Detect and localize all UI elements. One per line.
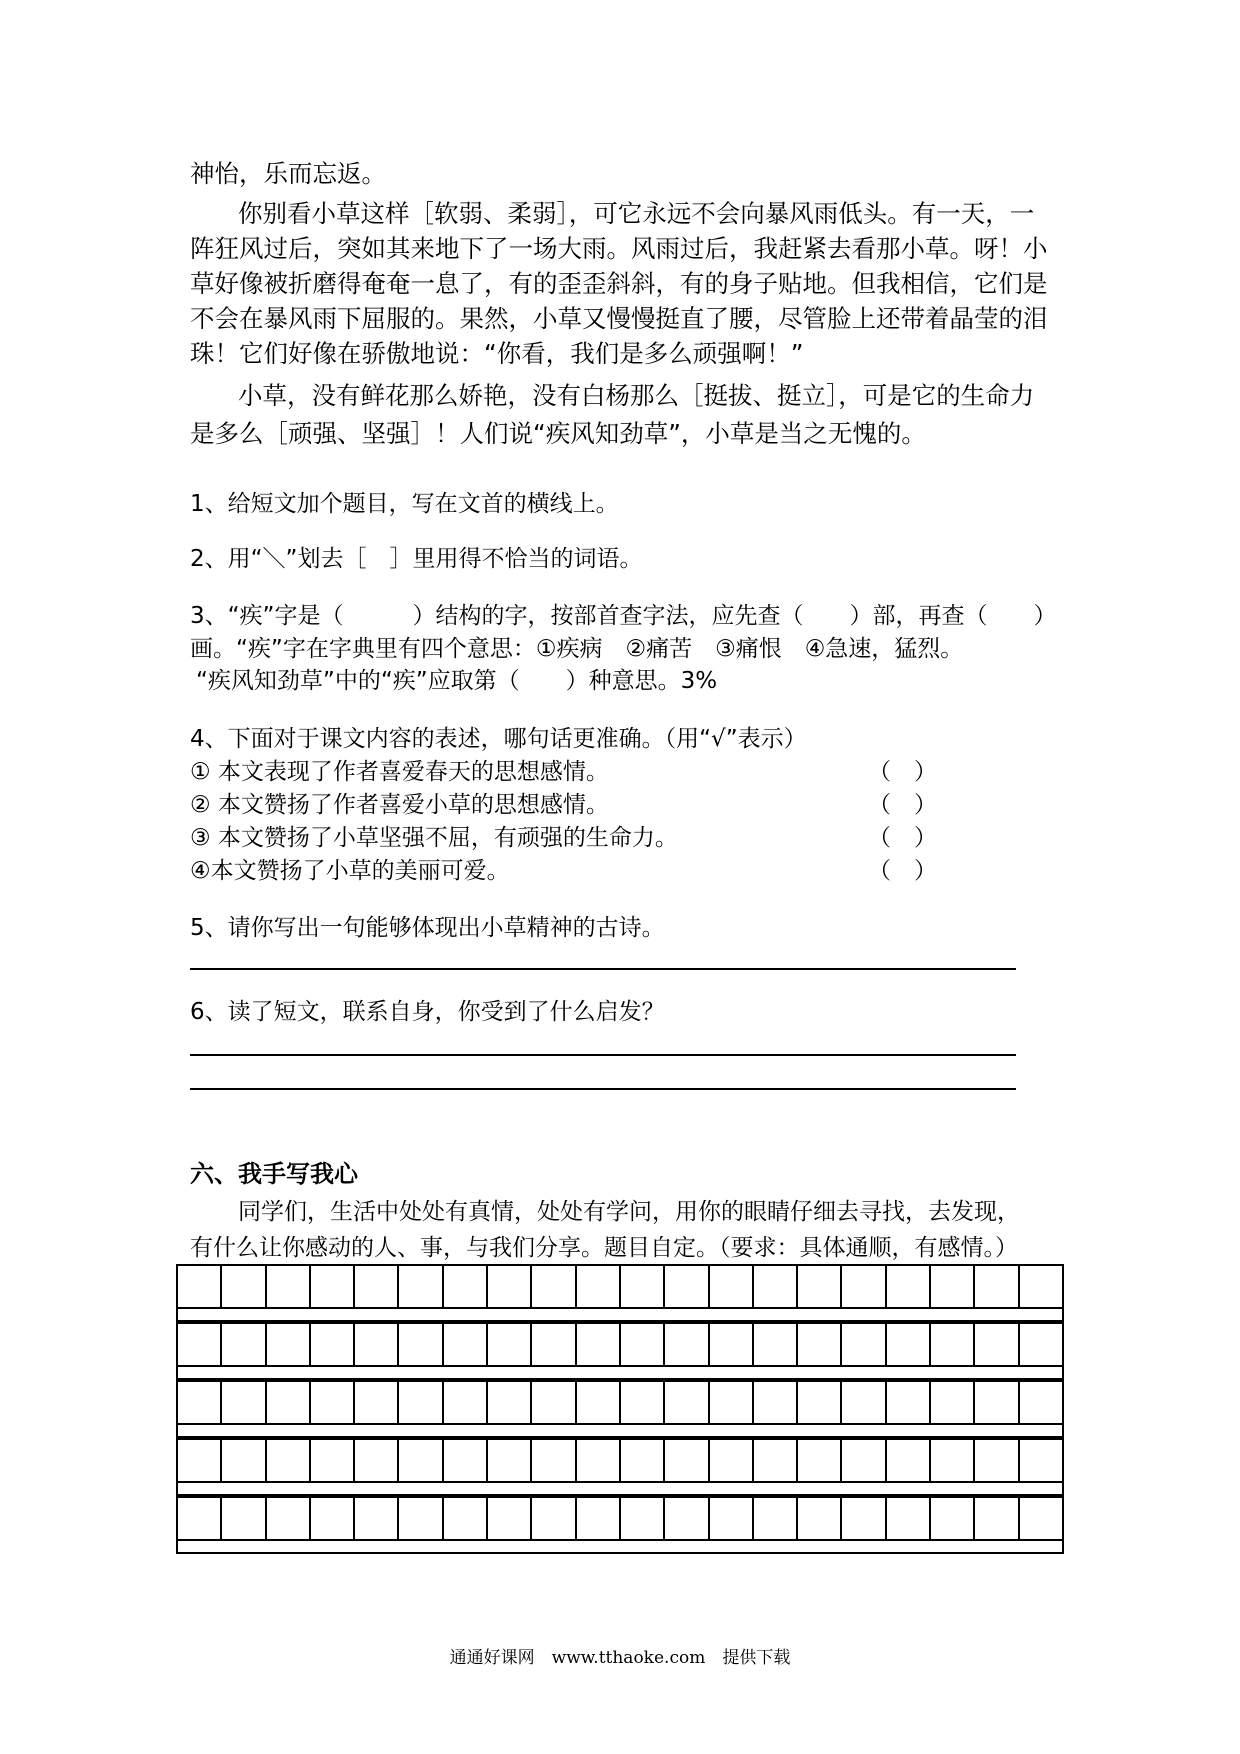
grid-cell[interactable] xyxy=(267,1266,311,1307)
grid-cell[interactable] xyxy=(975,1498,1019,1539)
grid-cell[interactable] xyxy=(710,1266,754,1307)
question-3-line: “疾风知劲草”中的“疾”应取第（ ）种意思。3% xyxy=(196,668,718,694)
grid-row-gap xyxy=(176,1425,1064,1438)
grid-cell[interactable] xyxy=(577,1382,621,1423)
answer-line[interactable] xyxy=(190,1054,1016,1056)
passage-line: 小草，没有鲜花那么娇艳，没有白杨那么［挺拔、挺立］，可是它的生命力 xyxy=(238,381,1035,410)
grid-cell[interactable] xyxy=(399,1324,443,1365)
answer-line[interactable] xyxy=(190,968,1016,970)
grid-cell[interactable] xyxy=(532,1324,576,1365)
grid-cell[interactable] xyxy=(842,1440,886,1481)
footer-text: 通通好课网 www.tthaoke.com 提供下载 xyxy=(449,1648,791,1668)
grid-cell[interactable] xyxy=(355,1498,399,1539)
grid-cell[interactable] xyxy=(444,1440,488,1481)
grid-cell[interactable] xyxy=(222,1266,266,1307)
question-2: 2、用“＼”划去［ ］里用得不恰当的词语。 xyxy=(190,546,643,572)
grid-cell[interactable] xyxy=(710,1324,754,1365)
grid-cell[interactable] xyxy=(887,1382,931,1423)
grid-cell[interactable] xyxy=(665,1266,709,1307)
grid-row-gap xyxy=(176,1309,1064,1322)
grid-cell-row xyxy=(176,1438,1064,1483)
grid-cell[interactable] xyxy=(754,1324,798,1365)
question-5: 5、请你写出一句能够体现出小草精神的古诗。 xyxy=(190,915,665,941)
grid-cell[interactable] xyxy=(577,1498,621,1539)
answer-bracket[interactable]: （ ） xyxy=(868,858,937,884)
question-4-option: ① 本文表现了作者喜爱春天的思想感情。 xyxy=(190,759,609,785)
grid-cell[interactable] xyxy=(178,1324,222,1365)
passage-line: 草好像被折磨得奄奄一息了，有的歪歪斜斜，有的身子贴地。但我相信，它们是 xyxy=(190,269,1048,298)
grid-row-gap xyxy=(176,1367,1064,1380)
grid-cell[interactable] xyxy=(842,1498,886,1539)
grid-cell[interactable] xyxy=(222,1498,266,1539)
grid-cell[interactable] xyxy=(222,1382,266,1423)
question-4-option: ③ 本文赞扬了小草坚强不屈，有顽强的生命力。 xyxy=(190,825,678,851)
grid-cell[interactable] xyxy=(488,1382,532,1423)
question-1: 1、给短文加个题目，写在文首的横线上。 xyxy=(190,491,619,517)
section-heading: 六、我手写我心 xyxy=(190,1160,358,1188)
writing-grid[interactable] xyxy=(176,1264,1064,1554)
grid-cell[interactable] xyxy=(621,1324,665,1365)
grid-cell[interactable] xyxy=(665,1324,709,1365)
answer-bracket[interactable]: （ ） xyxy=(868,792,937,818)
grid-cell[interactable] xyxy=(178,1440,222,1481)
grid-cell[interactable] xyxy=(931,1498,975,1539)
grid-row xyxy=(176,1496,1064,1554)
grid-cell[interactable] xyxy=(975,1382,1019,1423)
grid-cell[interactable] xyxy=(222,1324,266,1365)
grid-cell[interactable] xyxy=(754,1498,798,1539)
grid-cell[interactable] xyxy=(710,1498,754,1539)
grid-cell[interactable] xyxy=(532,1382,576,1423)
grid-cell[interactable] xyxy=(798,1324,842,1365)
grid-cell[interactable] xyxy=(577,1324,621,1365)
grid-cell[interactable] xyxy=(267,1324,311,1365)
grid-cell[interactable] xyxy=(355,1266,399,1307)
answer-bracket[interactable]: （ ） xyxy=(868,759,937,785)
grid-cell[interactable] xyxy=(444,1266,488,1307)
grid-cell[interactable] xyxy=(577,1440,621,1481)
grid-row xyxy=(176,1322,1064,1380)
question-4-option: ② 本文赞扬了作者喜爱小草的思想感情。 xyxy=(190,792,609,818)
grid-cell[interactable] xyxy=(798,1266,842,1307)
grid-cell[interactable] xyxy=(798,1440,842,1481)
grid-cell-row xyxy=(176,1496,1064,1541)
grid-cell[interactable] xyxy=(710,1440,754,1481)
grid-cell[interactable] xyxy=(842,1324,886,1365)
grid-cell[interactable] xyxy=(532,1440,576,1481)
grid-row xyxy=(176,1380,1064,1438)
grid-cell[interactable] xyxy=(754,1266,798,1307)
grid-cell[interactable] xyxy=(975,1266,1019,1307)
grid-cell[interactable] xyxy=(311,1382,355,1423)
grid-cell[interactable] xyxy=(621,1266,665,1307)
question-4-option: ④本文赞扬了小草的美丽可爱。 xyxy=(190,858,510,884)
grid-cell[interactable] xyxy=(1020,1266,1062,1307)
grid-row xyxy=(176,1264,1064,1322)
grid-cell[interactable] xyxy=(665,1382,709,1423)
grid-cell[interactable] xyxy=(621,1498,665,1539)
answer-bracket[interactable]: （ ） xyxy=(868,825,937,851)
grid-cell[interactable] xyxy=(842,1382,886,1423)
section-instruction: 有什么让你感动的人、事，与我们分享。题目自定。（要求：具体通顺，有感情。） xyxy=(190,1235,1018,1261)
grid-row xyxy=(176,1438,1064,1496)
passage-line: 阵狂风过后，突如其来地下了一场大雨。风雨过后，我赶紧去看那小草。呀！小 xyxy=(190,234,1048,263)
grid-cell[interactable] xyxy=(444,1324,488,1365)
grid-cell[interactable] xyxy=(488,1324,532,1365)
grid-cell[interactable] xyxy=(1020,1324,1062,1365)
grid-cell[interactable] xyxy=(887,1324,931,1365)
grid-cell[interactable] xyxy=(1020,1382,1062,1423)
grid-cell[interactable] xyxy=(842,1266,886,1307)
grid-cell[interactable] xyxy=(399,1440,443,1481)
passage-line: 不会在暴风雨下屈服的。果然，小草又慢慢挺直了腰，尽管脸上还带着晶莹的泪 xyxy=(190,304,1048,333)
grid-cell[interactable] xyxy=(887,1266,931,1307)
grid-cell[interactable] xyxy=(399,1266,443,1307)
grid-cell[interactable] xyxy=(355,1324,399,1365)
passage-line: 神怡，乐而忘返。 xyxy=(190,159,386,188)
grid-row-gap xyxy=(176,1541,1064,1554)
grid-cell[interactable] xyxy=(444,1382,488,1423)
section-instruction: 同学们，生活中处处有真情，处处有学问，用你的眼睛仔细去寻找，去发现， xyxy=(238,1199,1020,1225)
grid-cell-row xyxy=(176,1322,1064,1367)
grid-cell-row xyxy=(176,1264,1064,1309)
grid-cell[interactable] xyxy=(488,1440,532,1481)
grid-cell[interactable] xyxy=(887,1440,931,1481)
grid-cell[interactable] xyxy=(665,1440,709,1481)
grid-cell[interactable] xyxy=(931,1324,975,1365)
grid-cell[interactable] xyxy=(488,1498,532,1539)
grid-cell[interactable] xyxy=(267,1498,311,1539)
grid-cell[interactable] xyxy=(311,1266,355,1307)
grid-cell[interactable] xyxy=(222,1440,266,1481)
grid-cell[interactable] xyxy=(577,1266,621,1307)
grid-cell[interactable] xyxy=(532,1498,576,1539)
answer-line[interactable] xyxy=(190,1088,1016,1090)
grid-cell[interactable] xyxy=(178,1266,222,1307)
grid-cell[interactable] xyxy=(178,1498,222,1539)
grid-cell[interactable] xyxy=(1020,1498,1062,1539)
question-4: 4、下面对于课文内容的表述，哪句话更准确。（用“√”表示） xyxy=(190,726,807,752)
grid-cell[interactable] xyxy=(355,1440,399,1481)
grid-cell[interactable] xyxy=(399,1382,443,1423)
grid-cell[interactable] xyxy=(311,1440,355,1481)
grid-row-gap xyxy=(176,1483,1064,1496)
grid-cell[interactable] xyxy=(311,1498,355,1539)
grid-cell[interactable] xyxy=(665,1498,709,1539)
grid-cell[interactable] xyxy=(710,1382,754,1423)
grid-cell[interactable] xyxy=(267,1382,311,1423)
grid-cell[interactable] xyxy=(975,1440,1019,1481)
question-6: 6、读了短文，联系自身，你受到了什么启发？ xyxy=(190,999,665,1025)
grid-cell[interactable] xyxy=(621,1382,665,1423)
grid-cell[interactable] xyxy=(975,1324,1019,1365)
grid-cell[interactable] xyxy=(178,1382,222,1423)
grid-cell[interactable] xyxy=(488,1266,532,1307)
grid-cell[interactable] xyxy=(798,1382,842,1423)
passage-line: 珠！它们好像在骄傲地说：“你看，我们是多么顽强啊！” xyxy=(190,339,804,368)
grid-cell[interactable] xyxy=(1020,1440,1062,1481)
grid-cell[interactable] xyxy=(311,1324,355,1365)
grid-cell[interactable] xyxy=(754,1440,798,1481)
grid-cell[interactable] xyxy=(887,1498,931,1539)
passage-line: 是多么［顽强、坚强］！人们说“疾风知劲草”，小草是当之无愧的。 xyxy=(190,419,926,448)
grid-cell[interactable] xyxy=(931,1266,975,1307)
grid-cell[interactable] xyxy=(931,1382,975,1423)
question-3-line: 3、“疾”字是（ ）结构的字，按部首查字法，应先查（ ）部，再查（ ） xyxy=(190,603,1057,629)
grid-cell[interactable] xyxy=(355,1382,399,1423)
grid-cell[interactable] xyxy=(931,1440,975,1481)
grid-cell[interactable] xyxy=(621,1440,665,1481)
grid-cell[interactable] xyxy=(532,1266,576,1307)
grid-cell[interactable] xyxy=(399,1498,443,1539)
grid-cell[interactable] xyxy=(444,1498,488,1539)
grid-cell[interactable] xyxy=(754,1382,798,1423)
question-3-line: 画。“疾”字在字典里有四个意思：①疾病 ②痛苦 ③痛恨 ④急速，猛烈。 xyxy=(190,636,964,662)
grid-cell[interactable] xyxy=(267,1440,311,1481)
passage-line: 你别看小草这样［软弱、柔弱］，可它永远不会向暴风雨低头。有一天，一 xyxy=(238,199,1035,228)
grid-cell-row xyxy=(176,1380,1064,1425)
grid-cell[interactable] xyxy=(798,1498,842,1539)
